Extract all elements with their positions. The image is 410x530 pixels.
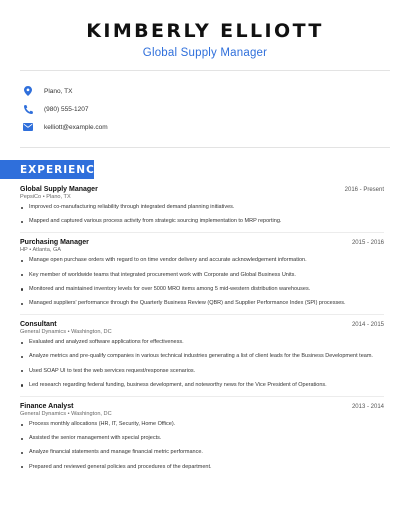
job-company: General Dynamics bbox=[20, 329, 67, 336]
contact-location bbox=[22, 82, 410, 100]
bullet-item: Evaluated and analyzed software applications for effectiveness. bbox=[20, 339, 384, 346]
job-location: Washington, DC bbox=[71, 411, 112, 418]
job-title: Purchasing Manager bbox=[20, 239, 89, 247]
experience-section-title: EXPERIENCE bbox=[0, 160, 94, 179]
job-location: Washington, DC bbox=[71, 329, 112, 336]
candidate-headline: Global Supply Manager bbox=[142, 47, 268, 59]
job-location: Plano, TX bbox=[46, 194, 71, 200]
job-company-location bbox=[20, 329, 384, 335]
job-divider bbox=[20, 232, 384, 233]
job-company: HP bbox=[20, 247, 28, 254]
bullet-item: Process monthly allocations (HR, IT, Security, Home Office). bbox=[20, 421, 384, 428]
job-entry bbox=[20, 403, 384, 471]
job-header bbox=[20, 239, 384, 246]
job-location: Atlanta, GA bbox=[32, 247, 62, 254]
map-pin-icon bbox=[22, 85, 34, 97]
job-dates: 2013 - 2014 bbox=[351, 404, 384, 411]
job-bullets bbox=[20, 257, 384, 307]
job-bullets bbox=[20, 204, 384, 225]
contact-block bbox=[0, 71, 410, 147]
job-company: PepsiCo bbox=[20, 194, 42, 200]
separator-dot: • bbox=[66, 329, 72, 336]
job-dates: 2016 - Present bbox=[344, 187, 384, 193]
contact-divider bbox=[20, 147, 390, 148]
experience-list bbox=[0, 186, 410, 471]
job-divider bbox=[20, 314, 384, 315]
candidate-name: KIMBERLY ELLIOTT bbox=[86, 20, 324, 42]
resume-header bbox=[0, 0, 410, 59]
bullet-item: Manage open purchase orders with regard to on time vendor delivery and accurate acknowledgement information. bbox=[20, 257, 384, 264]
bullet-item: Monitored and maintained inventory levels for over 5000 MRO items among 5 mid-western distribution warehouses. bbox=[20, 286, 384, 293]
job-company-location bbox=[20, 247, 384, 253]
job-dates: 2015 - 2016 bbox=[351, 240, 384, 247]
phone-text: (980) 555-1207 bbox=[44, 105, 89, 113]
job-entry bbox=[20, 186, 384, 225]
job-title: Consultant bbox=[20, 321, 57, 329]
bullet-item: Used SOAP UI to test the web services request/response scenarios. bbox=[20, 368, 384, 375]
bullet-item: Managed suppliers' performance through the Quarterly Business Review (QBR) and Supplier Performance Index (SPI) processes. bbox=[20, 300, 384, 307]
job-company-location bbox=[20, 411, 384, 417]
job-bullets bbox=[20, 339, 384, 389]
contact-email bbox=[22, 118, 410, 136]
job-header bbox=[20, 403, 384, 410]
separator-dot: • bbox=[66, 411, 72, 418]
location-text: Plano, TX bbox=[44, 87, 73, 95]
bullet-item: Prepared and reviewed general policies and procedures of the department. bbox=[20, 464, 384, 471]
job-title: Global Supply Manager bbox=[20, 186, 98, 193]
separator-dot: • bbox=[41, 194, 47, 200]
bullet-item: Key member of worldwide teams that integrated procurement work with Corporate and Global Business Units. bbox=[20, 272, 384, 279]
job-header bbox=[20, 186, 384, 193]
job-entry bbox=[20, 321, 384, 389]
bullet-item: Led research regarding federal funding, business development, and noteworthy news for the Vice President of Operations. bbox=[20, 382, 384, 389]
job-title: Finance Analyst bbox=[20, 403, 74, 411]
job-entry bbox=[20, 239, 384, 307]
envelope-icon bbox=[22, 121, 34, 133]
job-company: General Dynamics bbox=[20, 411, 67, 418]
contact-phone bbox=[22, 100, 410, 118]
job-header bbox=[20, 321, 384, 328]
job-dates: 2014 - 2015 bbox=[351, 322, 384, 329]
bullet-item: Analyze financial statements and manage financial metric performance. bbox=[20, 449, 384, 456]
bullet-item: Mapped and captured various process activity from strategic sourcing implementation to MRP reporting. bbox=[20, 218, 384, 225]
separator-dot: • bbox=[27, 247, 33, 254]
job-company-location bbox=[20, 194, 384, 200]
bullet-item: Analyze metrics and pre-qualify companies in various technical industries generating a list of client leads for the Business Development team. bbox=[20, 353, 384, 360]
email-text: kelliott@example.com bbox=[44, 123, 108, 131]
phone-icon bbox=[22, 103, 34, 115]
bullet-item: Assisted the senior management with special projects. bbox=[20, 435, 384, 442]
bullet-item: Improved co-manufacturing reliability through integrated demand planning initiatives. bbox=[20, 204, 384, 211]
job-bullets bbox=[20, 421, 384, 471]
job-divider bbox=[20, 396, 384, 397]
